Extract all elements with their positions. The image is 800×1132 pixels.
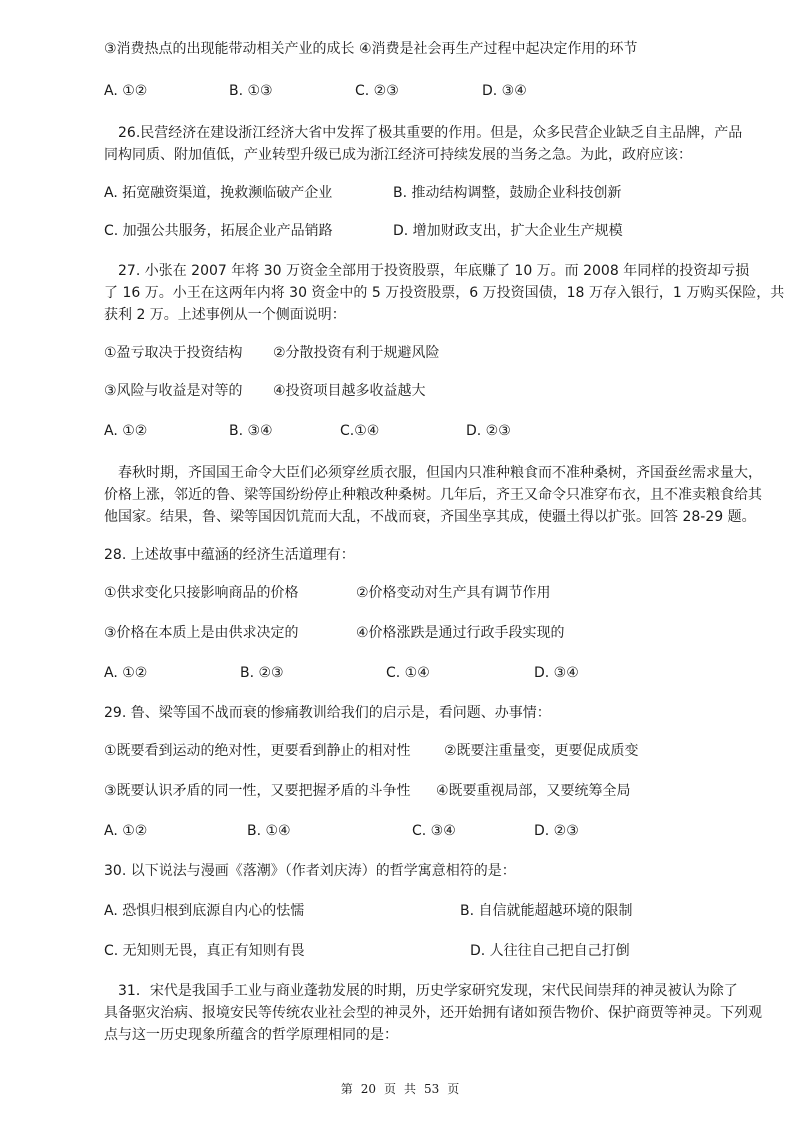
q29-statement-2: ②既要注重量变，更要促成质变 bbox=[444, 743, 639, 759]
q29-option-a: A. ①② bbox=[104, 823, 148, 839]
q27-statement-3: ③风险与收益是对等的 bbox=[104, 383, 243, 399]
q27-option-d: D. ②③ bbox=[466, 423, 511, 439]
q28-option-d: D. ③④ bbox=[534, 665, 579, 681]
q30-option-d: D. 人往往自己把自己打倒 bbox=[470, 943, 630, 959]
q28-statement-3: ③价格在本质上是由供求决定的 bbox=[104, 625, 299, 641]
q30-option-c: C. 无知则无畏，真正有知则有畏 bbox=[104, 943, 305, 959]
q26-stem-line-1: 26.民营经济在建设浙江经济大省中发挥了极其重要的作用。但是，众多民营企业缺乏自主品牌，产品 bbox=[118, 125, 743, 141]
q27-statement-2: ②分散投资有利于规避风险 bbox=[273, 345, 440, 361]
footer-ye: 页 bbox=[383, 1082, 396, 1096]
q29-option-d: D. ②③ bbox=[534, 823, 579, 839]
q29-statement-1: ①既要看到运动的绝对性，更要看到静止的相对性 bbox=[104, 743, 411, 759]
q29-stem: 29. 鲁、梁等国不战而衰的惨痛教训给我们的启示是，看问题、办事情： bbox=[104, 705, 551, 721]
q27-option-b: B. ③④ bbox=[229, 423, 273, 439]
q28-stem: 28. 上述故事中蕴涵的经济生活道理有： bbox=[104, 547, 355, 563]
q29-statement-3: ③既要认识矛盾的同一性，又要把握矛盾的斗争性 bbox=[104, 783, 411, 799]
q27-statement-4: ④投资项目越多收益越大 bbox=[273, 383, 426, 399]
q27-option-c: C.①④ bbox=[340, 423, 380, 439]
q27-statement-1: ①盈亏取决于投资结构 bbox=[104, 345, 243, 361]
q27-stem-line-2: 了 16 万。小王在这两年内将 30 资金中的 5 万投资股票，6 万投资国债，18 万存入银行，1 万购买保险，共 bbox=[104, 285, 785, 301]
q26-option-d: D. 增加财政支出，扩大企业生产规模 bbox=[393, 223, 623, 239]
footer-gong: 共 bbox=[404, 1082, 417, 1096]
footer-di: 第 bbox=[340, 1082, 353, 1096]
q25-option-c: C. ②③ bbox=[355, 83, 399, 99]
q31-stem-line-1: 31．宋代是我国手工业与商业蓬勃发展的时期，历史学家研究发现，宋代民间崇拜的神灵被认为除了 bbox=[118, 983, 738, 999]
q31-stem-line-3: 点与这一历史现象所蕴含的哲学原理相同的是： bbox=[104, 1027, 398, 1043]
q30-stem: 30. 以下说法与漫画《落潮》（作者刘庆涛）的哲学寓意相符的是： bbox=[104, 863, 516, 879]
q27-stem-line-1: 27. 小张在 2007 年将 30 万资金全部用于投资股票，年底赚了 10 万。而 2008 年同样的投资却亏损 bbox=[118, 263, 750, 279]
material-line-3: 他国家。结果，鲁、梁等国因饥荒而大乱，不战而衰，齐国坐享其成，使疆土得以扩张。回答 28-29 题。 bbox=[104, 509, 756, 525]
q26-option-b: B. 推动结构调整，鼓励企业科技创新 bbox=[393, 185, 622, 201]
q25-option-d: D. ③④ bbox=[482, 83, 527, 99]
q28-option-c: C. ①④ bbox=[386, 665, 430, 681]
q26-stem-line-2: 同构同质、附加值低，产业转型升级已成为浙江经济可持续发展的当务之急。为此，政府应该： bbox=[104, 147, 692, 163]
page-footer bbox=[0, 1080, 800, 1097]
footer-page-number: 20 bbox=[360, 1082, 376, 1096]
q31-stem-line-2: 具备驱灾治病、报境安民等传统农业社会型的神灵外，还开始拥有诸如预告物价、保护商贾等神灵。下列观 bbox=[104, 1005, 762, 1021]
q29-option-b: B. ①④ bbox=[247, 823, 291, 839]
q30-option-a: A. 恐惧归根到底源自内心的怯懦 bbox=[104, 903, 305, 919]
material-line-1: 春秋时期，齐国国王命令大臣们必须穿丝质衣服，但国内只准种粮食而不准种桑树，齐国蚕丝需求量大， bbox=[118, 465, 762, 481]
q30-option-b: B. 自信就能超越环境的限制 bbox=[460, 903, 633, 919]
q29-option-c: C. ③④ bbox=[412, 823, 456, 839]
q28-statement-1: ①供求变化只接影响商品的价格 bbox=[104, 585, 299, 601]
q28-option-a: A. ①② bbox=[104, 665, 148, 681]
q26-option-a: A. 拓宽融资渠道，挽救濒临破产企业 bbox=[104, 185, 333, 201]
q29-statement-4: ④既要重视局部，又要统筹全局 bbox=[436, 783, 631, 799]
q25-option-b: B. ①③ bbox=[229, 83, 273, 99]
q28-statement-4: ④价格涨跌是通过行政手段实现的 bbox=[356, 625, 565, 641]
q26-option-c: C. 加强公共服务，拓展企业产品销路 bbox=[104, 223, 333, 239]
q27-stem-line-3: 获利 2 万。上述事例从一个侧面说明： bbox=[104, 307, 346, 323]
material-line-2: 价格上涨，邻近的鲁、梁等国纷纷停止种粮改种桑树。几年后，齐王又命令只准穿布衣，且不准卖粮食给其 bbox=[104, 487, 762, 503]
footer-ye-2: 页 bbox=[447, 1082, 460, 1096]
q27-option-a: A. ①② bbox=[104, 423, 148, 439]
q25-option-a: A. ①② bbox=[104, 83, 148, 99]
footer-total-pages: 53 bbox=[424, 1082, 440, 1096]
q28-statement-2: ②价格变动对生产具有调节作用 bbox=[356, 585, 551, 601]
q28-option-b: B. ②③ bbox=[240, 665, 284, 681]
q25-stem-tail: ③消费热点的出现能带动相关产业的成长 ④消费是社会再生产过程中起决定作用的环节 bbox=[104, 41, 638, 57]
